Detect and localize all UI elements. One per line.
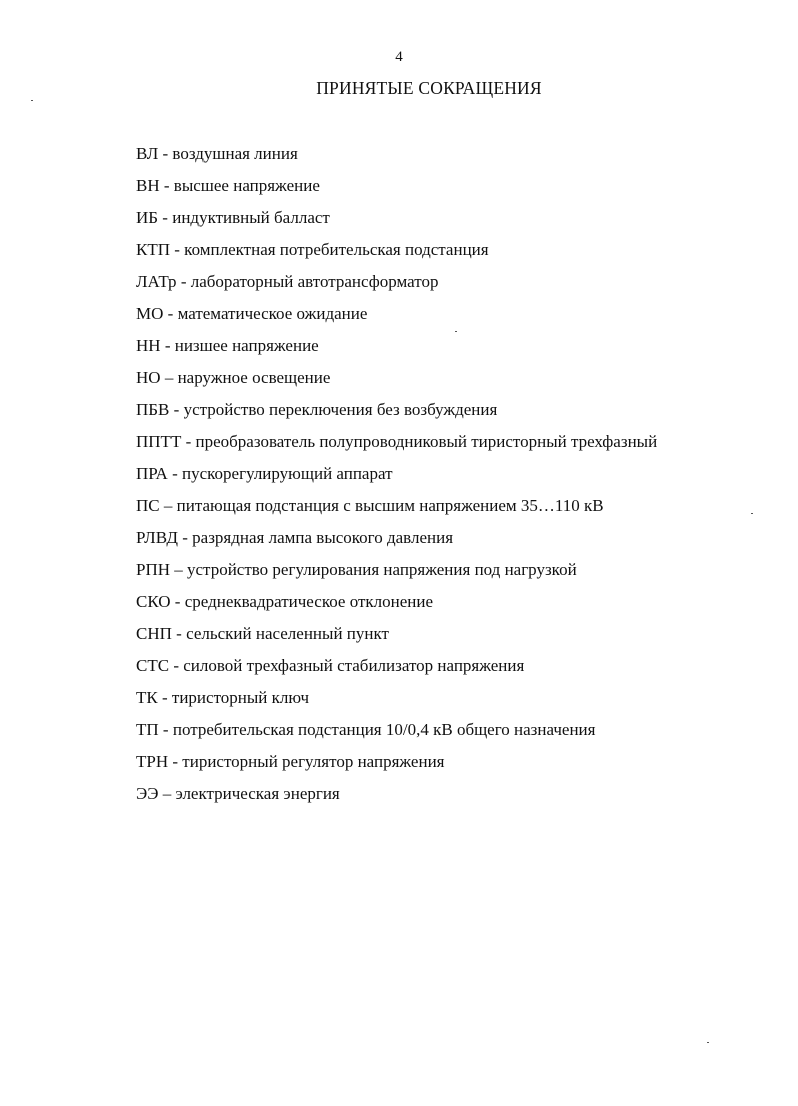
abbreviation-definition: тиристорный ключ — [171, 688, 309, 707]
abbreviation-item — [136, 142, 657, 174]
abbreviation-definition: воздушная линия — [172, 144, 298, 163]
abbreviation-item — [136, 526, 657, 558]
abbreviation-separator: – — [159, 496, 177, 515]
abbreviation-term: ПБВ — [136, 400, 170, 419]
abbreviation-item — [136, 686, 657, 718]
abbreviation-term: ЛАТр — [136, 272, 177, 291]
page-title: ПРИНЯТЫЕ СОКРАЩЕНИЯ — [316, 78, 542, 98]
scan-speck — [751, 513, 753, 514]
abbreviation-term: ППТТ — [136, 432, 182, 451]
abbreviation-item — [136, 238, 657, 270]
abbreviation-item — [136, 366, 657, 398]
abbreviation-definition: силовой трехфазный стабилизатор напряжения — [183, 656, 525, 675]
abbreviation-definition: высшее напряжение — [173, 176, 320, 195]
abbreviation-term: СНП — [136, 624, 172, 643]
abbreviation-item — [136, 494, 657, 526]
abbreviation-term: ВЛ — [136, 144, 159, 163]
scan-speck — [31, 100, 33, 101]
abbreviation-separator: - — [181, 432, 196, 451]
abbreviation-separator: - — [169, 400, 184, 419]
abbreviation-term: ВН — [136, 176, 160, 195]
abbreviation-item — [136, 430, 657, 462]
abbreviation-item — [136, 622, 657, 654]
abbreviation-term: СКО — [136, 592, 171, 611]
abbreviation-separator: – — [158, 784, 176, 803]
abbreviation-term: НО — [136, 368, 161, 387]
abbreviation-separator: - — [168, 752, 183, 771]
abbreviation-definition: среднеквадратическое отклонение — [184, 592, 434, 611]
abbreviation-separator: - — [169, 656, 184, 675]
abbreviation-definition: устройство переключения без возбуждения — [183, 400, 498, 419]
abbreviation-term: РПН — [136, 560, 171, 579]
abbreviation-item — [136, 782, 657, 814]
abbreviation-item — [136, 462, 657, 494]
abbreviation-item — [136, 206, 657, 238]
abbreviation-definition: сельский населенный пункт — [186, 624, 389, 643]
abbreviation-separator: - — [159, 176, 174, 195]
abbreviation-item — [136, 718, 657, 750]
abbreviation-item — [136, 750, 657, 782]
abbreviation-definition: математическое ожидание — [177, 304, 368, 323]
abbreviation-item — [136, 558, 657, 590]
abbreviation-definition: наружное освещение — [177, 368, 331, 387]
abbreviation-term: ИБ — [136, 208, 159, 227]
abbreviation-item — [136, 174, 657, 206]
abbreviation-definition: питающая подстанция с высшим напряжением 35…110 кВ — [176, 496, 604, 515]
abbreviation-separator: - — [167, 464, 183, 483]
abbreviation-definition: устройство регулирования напряжения под нагрузкой — [187, 560, 577, 579]
abbreviation-separator: - — [158, 208, 173, 227]
abbreviation-list — [136, 142, 657, 814]
abbreviation-definition: индуктивный балласт — [172, 208, 330, 227]
abbreviation-separator: - — [163, 304, 178, 323]
scan-speck — [455, 331, 457, 332]
abbreviation-definition: преобразователь полупроводниковый тиристорный трехфазный — [195, 432, 658, 451]
abbreviation-separator: - — [158, 144, 173, 163]
abbreviation-separator: - — [160, 336, 175, 355]
abbreviation-definition: низшее напряжение — [174, 336, 319, 355]
abbreviation-separator: - — [178, 528, 193, 547]
abbreviation-item — [136, 398, 657, 430]
abbreviation-term: МО — [136, 304, 164, 323]
abbreviation-separator: - — [157, 688, 172, 707]
scan-speck — [707, 1042, 709, 1043]
abbreviation-separator: - — [171, 624, 187, 643]
abbreviation-term: СТС — [136, 656, 170, 675]
abbreviation-separator: - — [176, 272, 191, 291]
abbreviation-item — [136, 302, 657, 334]
abbreviation-item — [136, 334, 657, 366]
page-number: 4 — [395, 49, 403, 65]
abbreviation-definition: электрическая энергия — [175, 784, 340, 803]
abbreviation-definition: потребительская подстанция 10/0,4 кВ общего назначения — [172, 720, 596, 739]
abbreviation-definition: разрядная лампа высокого давления — [192, 528, 454, 547]
abbreviation-definition: пускорегулирующий аппарат — [182, 464, 393, 483]
abbreviation-definition: комплектная потребительская подстанция — [184, 240, 489, 259]
abbreviation-term: НН — [136, 336, 161, 355]
abbreviation-term: ТП — [136, 720, 159, 739]
abbreviation-term: ТРН — [136, 752, 169, 771]
abbreviation-item — [136, 590, 657, 622]
abbreviation-term: ТК — [136, 688, 158, 707]
abbreviation-definition: тиристорный регулятор напряжения — [182, 752, 445, 771]
abbreviation-item — [136, 654, 657, 686]
abbreviation-term: ПРА — [136, 464, 168, 483]
abbreviation-separator: – — [160, 368, 178, 387]
abbreviation-item — [136, 270, 657, 302]
abbreviation-separator: - — [170, 240, 185, 259]
abbreviation-term: РЛВД — [136, 528, 178, 547]
abbreviation-separator: - — [158, 720, 173, 739]
abbreviation-term: КТП — [136, 240, 170, 259]
abbreviation-separator: – — [170, 560, 188, 579]
abbreviation-term: ПС — [136, 496, 160, 515]
abbreviation-definition: лабораторный автотрансформатор — [190, 272, 439, 291]
abbreviation-term: ЭЭ — [136, 784, 159, 803]
abbreviation-separator: - — [170, 592, 185, 611]
